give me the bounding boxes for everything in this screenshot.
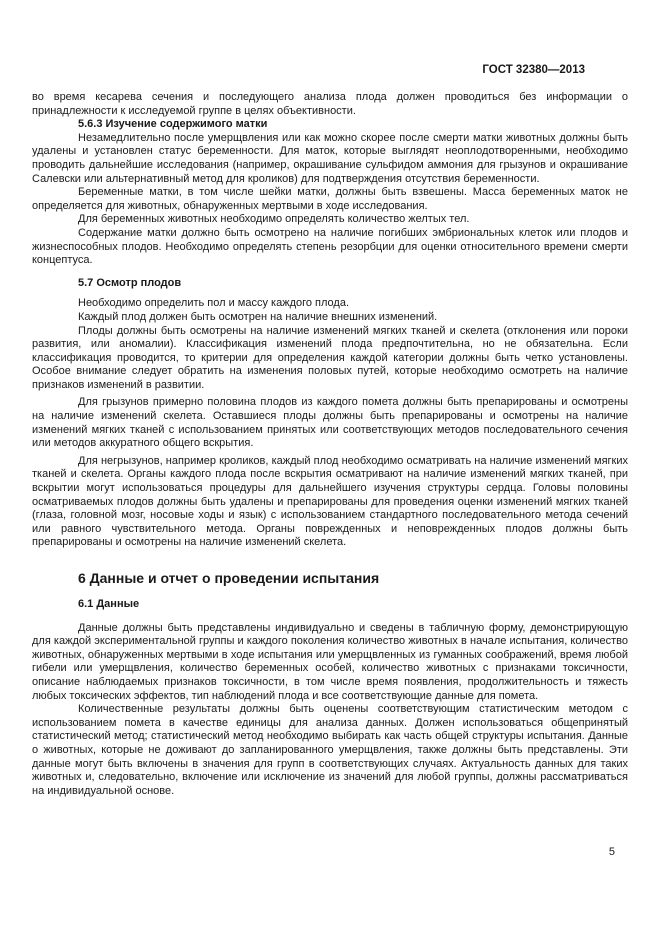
document-body xyxy=(32,91,628,798)
section-6-heading: 6 Данные и отчет о проведении испытания xyxy=(78,570,380,586)
paragraph: Незамедлительно после умерщвления или как можно скорее после смерти матки животных должны быть удалены и установлен статус беременности. Для маток, которые выглядят неоплодотворенными, необходимо проводить дальнейшие исследования (например, окрашивание сульфидом аммония для грызунов и окрашивание Салевски или альтернативный метод для кроликов) для подтверждения отсутствия беременности. xyxy=(32,131,628,185)
page-number: 5 xyxy=(608,846,615,858)
paragraph: Данные должны быть представлены индивидуально и сведены в табличную форму, демонстрирующую для каждой экспериментальной группы и каждого поколения количество животных в начале испытания, количество животных, обнаруженных мертвыми в ходе испытания или умерщвленных из гуманных соображений, время любой гибели или умерщвления, количество беременных особей, количество животных с признаками токсичности, описание наблюдаемых признаков токсичности, в том числе время появления, продолжительность и тяжесть любых токсических эффектов, тип наблюдений плода и все соответствующие данные для помета. xyxy=(32,621,628,702)
document-header-standard-id: ГОСТ 32380—2013 xyxy=(482,64,585,76)
paragraph: Каждый плод должен быть осмотрен на наличие внешних изменений. xyxy=(78,310,438,323)
section-5-7-heading: 5.7 Осмотр плодов xyxy=(78,276,182,289)
paragraph: Для грызунов примерно половина плодов из каждого помета должны быть препарированы и осмотрены на наличие изменений скелета. Оставшиеся плоды должны быть препарированы и осмотрены на наличие изменений мягких тканей с использованием принятых или соответствующих методов последовательного сечения или методов аккуратного общего вскрытия. xyxy=(32,396,628,450)
section-5-6-3-heading: 5.6.3 Изучение содержимого матки xyxy=(78,118,268,131)
paragraph: Для беременных животных необходимо определять количество желтых тел. xyxy=(78,213,470,226)
paragraph: Беременные матки, в том числе шейки матки, должны быть взвешены. Масса беременных маток не определяется для животных, обнаруженных мертвыми в ходе исследования. xyxy=(32,186,628,212)
paragraph: Содержание матки должно быть осмотрено на наличие погибших эмбриональных клеток или плодов и жизнеспособных плодов. Необходимо определять степень резорбции для оценки относительного времени смерти концептуса. xyxy=(32,226,628,267)
paragraph-intro: во время кесарева сечения и последующего анализа плода должен проводиться без информации о принадлежности к исследуемой группе в целях объективности. xyxy=(32,91,628,117)
paragraph: Плоды должны быть осмотрены на наличие изменений мягких тканей и скелета (отклонения или пороки развития, или аномалии). Классификация изменений плода предпочтительна, но не обязательна. Если классификация проводится, то критерии для определения каждой категории должны быть четко установлены. Особое внимание следует обратить на изменения половых путей, которые необходимо осмотреть на наличие признаков изменений в развитии. xyxy=(32,324,628,391)
paragraph: Для негрызунов, например кроликов, каждый плод необходимо осматривать на наличие изменений мягких тканей и скелета. Органы каждого плода после вскрытия осматривают на наличие изменений мягких тканей, при вскрытии могут использоваться процедуры для дальнейшего изучения структуры сердца. Головы половины осматриваемых плодов должны быть удалены и препарированы для проведения оценки изменений мягких тканей (глаза, головной мозг, носовые ходы и язык) с использованием стандартного последовательного метода сечений или равного чувствительного метода. Органы поврежденных и неповрежденных плодов должны быть препарированы и осмотрены на наличие изменений скелета. xyxy=(32,454,628,549)
paragraph: Количественные результаты должны быть оценены соответствующим статистическим методом с использованием помета в качестве единицы для анализа данных. Должен использоваться общепринятый статистический метод; статистический метод необходимо выбирать как часть общей структуры испытания. Данные о животных, которые не доживают до запланированного умерщвления, также должны быть представлены. Эти данные могут быть включены в значения для групп в соответствующих случаях. Актуальность данных для таких животных и, следовательно, включение или исключение из значений для любой группы, должны рассматриваться на индивидуальной основе. xyxy=(32,703,628,797)
paragraph: Необходимо определить пол и массу каждого плода. xyxy=(78,297,350,310)
section-6-1-heading: 6.1 Данные xyxy=(78,598,140,610)
